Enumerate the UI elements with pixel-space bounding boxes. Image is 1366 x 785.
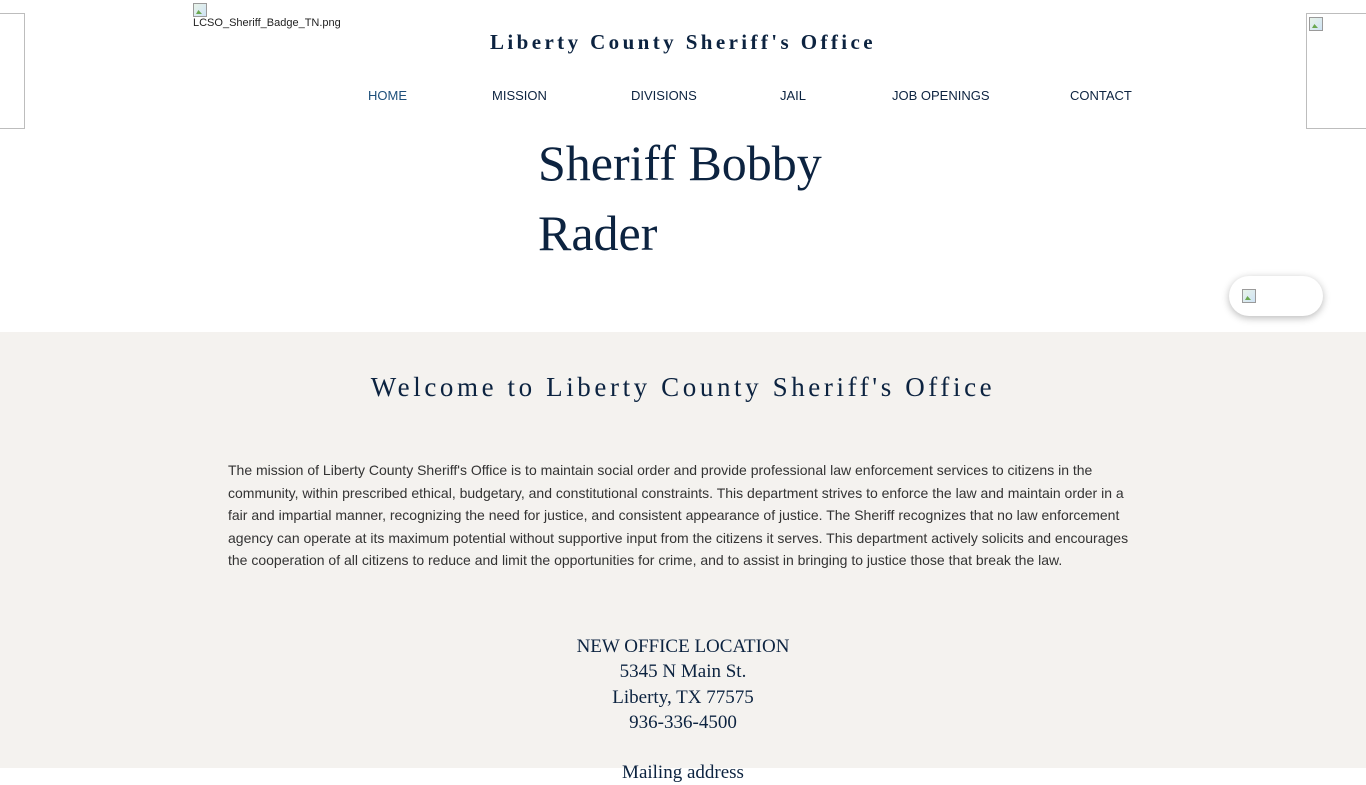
address-street: 5345 N Main St.: [619, 661, 747, 683]
nav-contact[interactable]: CONTACT: [1070, 88, 1132, 103]
welcome-heading: Welcome to Liberty County Sheriff's Office: [370, 372, 996, 402]
nav-jail[interactable]: JAIL: [780, 88, 807, 103]
address-city: Liberty, TX 77575: [612, 686, 754, 708]
sheriff-badge-logo[interactable]: [193, 3, 353, 33]
site-title: Liberty County Sheriff's Office: [490, 30, 876, 54]
address-phone[interactable]: 936-336-4500: [629, 711, 737, 733]
main-nav: [0, 88, 1366, 104]
office-address: [0, 634, 1366, 735]
sheriff-name-line-1: Sheriff Bobby: [538, 135, 822, 191]
nav-job-openings[interactable]: JOB OPENINGS: [892, 88, 990, 103]
sheriff-name-heading: [538, 128, 858, 268]
chat-widget-button[interactable]: [1229, 276, 1323, 316]
chat-icon: [1242, 289, 1256, 303]
right-banner-image: [1306, 13, 1366, 129]
broken-image-icon: [193, 3, 207, 17]
sheriff-name-line-2: Rader: [538, 205, 658, 261]
nav-mission[interactable]: MISSION: [492, 88, 547, 103]
welcome-section: [0, 332, 1366, 783]
broken-image-icon: [1309, 17, 1323, 31]
mission-statement: The mission of Liberty County Sheriff's Office is to maintain social order and provide professional law enforcement services to citizens in the community, within prescribed ethical, budgetary, and constitutional constraints. This department strives to enforce the law and maintain order in a fair and impartial manner, recognizing the need for justice, and consistent appearance of justice. The Sheriff recognizes that no law enforcement agency can operate at its maximum potential without supportive input from the citizens it serves. This department actively solicits and encourages the cooperation of all citizens to reduce and limit the opportunities for crime, and to assist in bringing to justice those that break the law.: [228, 462, 1129, 569]
address-heading: NEW OFFICE LOCATION: [576, 636, 790, 657]
logo-alt-text: LCSO_Sheriff_Badge_TN.png: [193, 17, 341, 29]
nav-home[interactable]: HOME: [368, 88, 407, 103]
nav-divisions[interactable]: DIVISIONS: [631, 88, 697, 103]
mailing-address-label: Mailing address: [622, 762, 744, 783]
